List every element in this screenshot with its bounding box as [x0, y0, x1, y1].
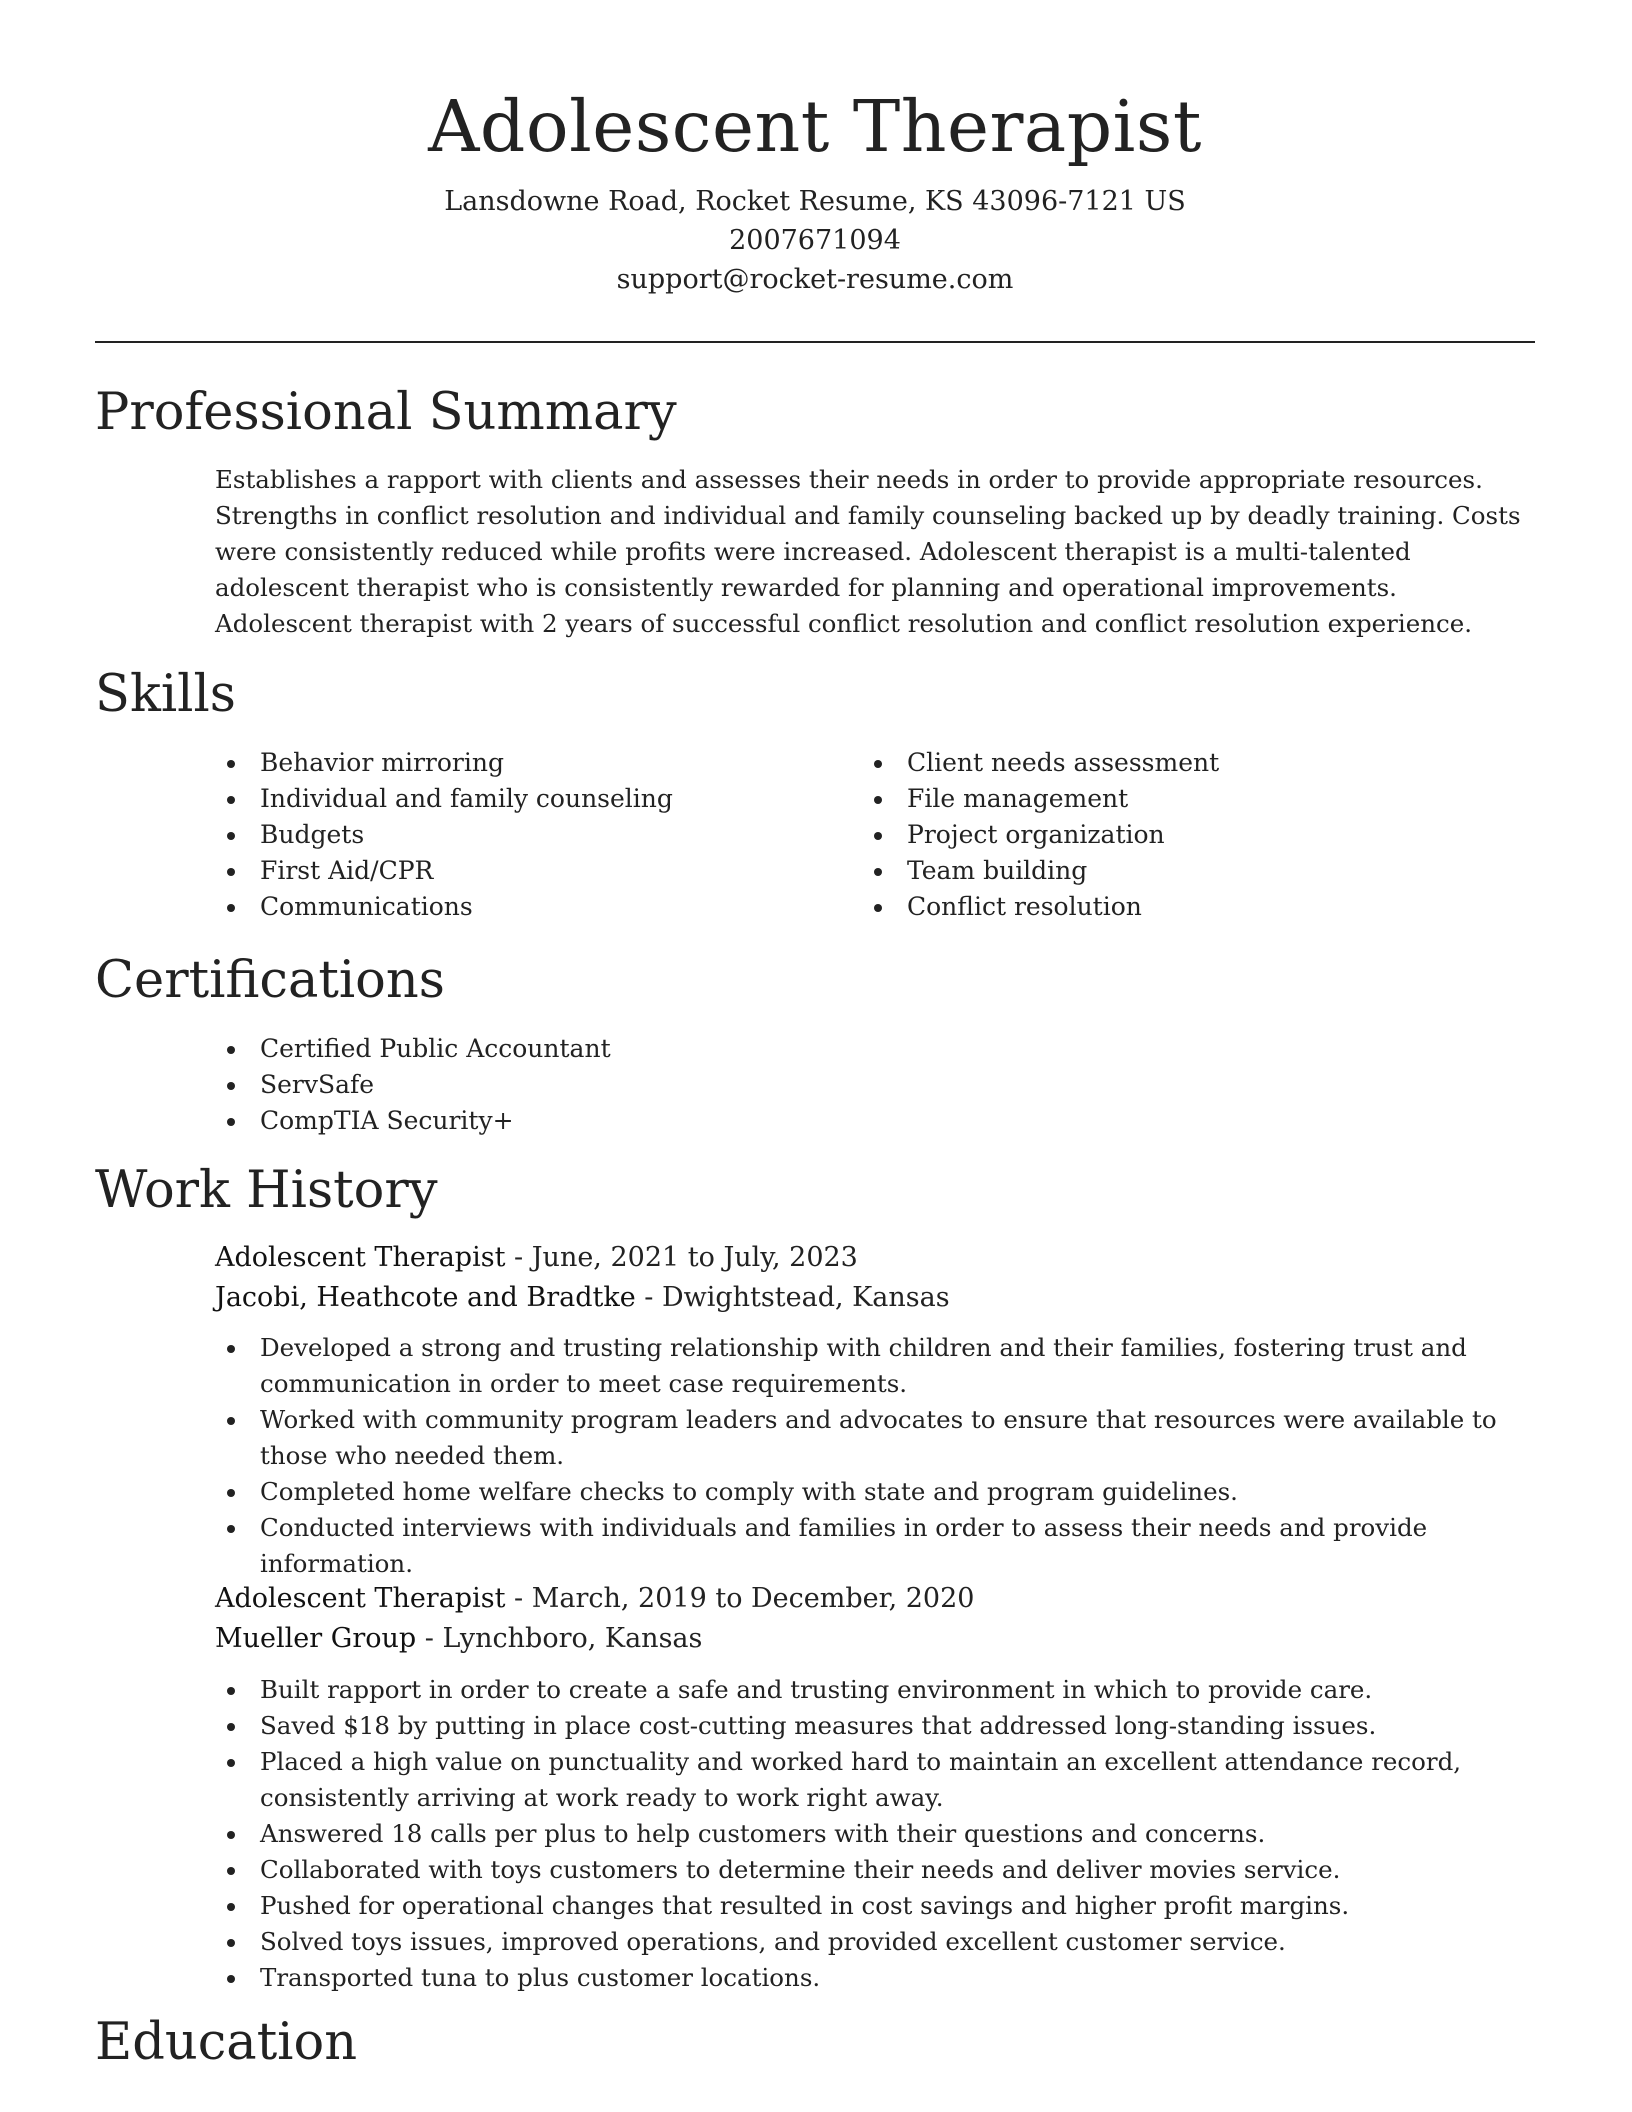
job-2-location: - Lynchboro, Kansas: [416, 1623, 703, 1654]
skills-heading: Skills: [95, 665, 236, 724]
job-duty-item: Conducted interviews with individuals and families in order to assess their needs and provide information.: [215, 1510, 1540, 1582]
certification-item: CompTIA Security+: [215, 1103, 1015, 1139]
skill-item: Individual and family counseling: [215, 781, 855, 817]
job-1-company-line: [215, 1278, 950, 1318]
resume-header: [95, 82, 1535, 299]
certifications-list: [215, 1031, 1015, 1139]
job-duty-item: Placed a high value on punctuality and worked hard to maintain an excellent attendance record, consistently arriving at work ready to work right away.: [215, 1744, 1540, 1816]
job-duty-item: Worked with community program leaders and advocates to ensure that resources were available to those who needed them.: [215, 1402, 1540, 1474]
job-2-dates: - March, 2019 to December, 2020: [505, 1583, 975, 1614]
job-duty-item: Answered 18 calls per plus to help customers with their questions and concerns.: [215, 1816, 1540, 1852]
job-duty-item: Collaborated with toys customers to determine their needs and deliver movies service.: [215, 1852, 1540, 1888]
skill-item: First Aid/CPR: [215, 853, 855, 889]
certifications-heading: Certifications: [95, 951, 445, 1010]
skill-item: File management: [862, 781, 1502, 817]
skill-item: Conflict resolution: [862, 889, 1502, 925]
job-duty-item: Developed a strong and trusting relationship with children and their families, fostering trust and communication in order to meet case requirements.: [215, 1330, 1540, 1402]
job-duty-item: Pushed for operational changes that resulted in cost savings and higher profit margins.: [215, 1888, 1540, 1924]
contact-address: Lansdowne Road, Rocket Resume, KS 43096-7121 US: [444, 186, 1186, 217]
job-1-company: Jacobi, Heathcote and Bradtke: [215, 1282, 636, 1313]
job-1-duties: [215, 1330, 1540, 1582]
job-1-role: Adolescent Therapist: [215, 1242, 506, 1273]
job-2-title-line: [215, 1579, 974, 1619]
job-1-dates: - June, 2021 to July, 2023: [505, 1242, 858, 1273]
job-duty-item: Solved toys issues, improved operations, and provided excellent customer service.: [215, 1924, 1540, 1960]
work-history-heading: Work History: [95, 1161, 438, 1220]
job-2-company: Mueller Group: [215, 1623, 417, 1654]
job-2-company-line: [215, 1619, 702, 1659]
skill-item: Project organization: [862, 817, 1502, 853]
header-divider: [95, 341, 1535, 343]
job-2-duties: [215, 1672, 1540, 1996]
skill-item: Client needs assessment: [862, 745, 1502, 781]
summary-heading: Professional Summary: [95, 383, 677, 442]
skills-list-right: [862, 745, 1502, 925]
job-1-location: - Dwightstead, Kansas: [635, 1282, 950, 1313]
skill-item: Team building: [862, 853, 1502, 889]
job-1-title-line: [215, 1238, 858, 1278]
job-duty-item: Completed home welfare checks to comply with state and program guidelines.: [215, 1474, 1540, 1510]
skill-item: Budgets: [215, 817, 855, 853]
job-duty-item: Built rapport in order to create a safe and trusting environment in which to provide care.: [215, 1672, 1540, 1708]
job-duty-item: Transported tuna to plus customer locations.: [215, 1960, 1540, 1996]
skills-list-left: [215, 745, 855, 925]
skill-item: Behavior mirroring: [215, 745, 855, 781]
job-duty-item: Saved $18 by putting in place cost-cutting measures that addressed long-standing issues.: [215, 1708, 1540, 1744]
job-2-role: Adolescent Therapist: [215, 1583, 506, 1614]
candidate-name: Adolescent Therapist: [428, 85, 1202, 168]
contact-email: support@rocket-resume.com: [616, 264, 1014, 295]
certification-item: Certified Public Accountant: [215, 1031, 1015, 1067]
contact-info: [95, 182, 1535, 299]
skill-item: Communications: [215, 889, 855, 925]
summary-text: Establishes a rapport with clients and assesses their needs in order to provide appropriate resources. Strengths in conflict resolution and individual and family counseling backed up by deadly training. Costs were consistently reduced while profits were increased. Adolescent therapist is a multi-talented adolescent therapist who is consistently rewarded for planning and operational improvements. Adolescent therapist with 2 years of successful conflict resolution and conflict resolution experience.: [215, 465, 1521, 638]
contact-phone: 2007671094: [729, 225, 901, 256]
education-heading: Education: [95, 2013, 358, 2072]
certification-item: ServSafe: [215, 1067, 1015, 1103]
